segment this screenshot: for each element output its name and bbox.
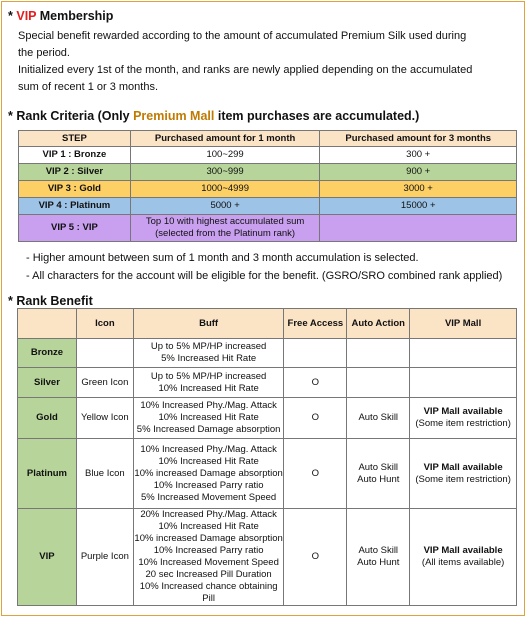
free-access-cell: O [284,439,347,509]
rank-cell: Bronze [18,339,77,368]
one-month-cell: 1000~4999 [130,181,320,198]
free-access-cell: O [284,398,347,439]
benefit-row-platinum [18,439,517,509]
criteria-row-platinum [19,198,517,215]
rank-cell: Platinum [18,439,77,509]
auto-action-cell [347,368,410,398]
buff-cell: 20% Increased Phy./Mag. Attack 10% Increased Hit Rate 10% increased Damage absorption 10% Increased Parry ratio 10% Increased Movement Speed 20 sec Increased Pill Duration 10% Increased chance obtaining Pill [134,509,283,604]
vip-mall-title: VIP Mall available [423,406,503,417]
three-months-cell [320,215,517,242]
criteria-title-pre: Rank Criteria (Only [16,109,130,123]
bullet: * [8,109,13,123]
buff-cell: Up to 5% MP/HP increased 10% Increased Hit Rate [133,368,284,398]
criteria-notes [26,249,502,285]
benefit-row-silver [18,368,517,398]
step-cell: VIP 5 : VIP [19,215,131,242]
note-line: - All characters for the account will be eligible for the benefit. (GSRO/SRO combined rank applied) [26,270,503,282]
bullet: * [8,294,13,308]
vip-mall-cell [410,439,517,509]
one-month-cell: 300~999 [130,164,320,181]
auto-action-cell: Auto Skill Auto Hunt [347,439,410,509]
header-icon: Icon [76,309,133,339]
header-one-month: Purchased amount for 1 month [130,131,320,147]
benefit-header-row [18,309,517,339]
criteria-row-gold [19,181,517,198]
bullet: * [8,9,13,23]
membership-heading [8,9,113,23]
benefit-row-bronze [18,339,517,368]
benefit-row-gold [18,398,517,439]
auto-action-cell [347,339,410,368]
icon-cell: Blue Icon [76,439,133,509]
rank-cell: Gold [18,398,77,439]
benefit-heading [8,294,93,308]
auto-action-cell: Auto Skill [347,398,410,439]
criteria-title-post: item purchases are accumulated.) [217,109,420,123]
benefit-row-vip [18,509,517,606]
one-month-cell: 100~299 [130,147,320,164]
vip-mall-cell [410,509,517,606]
vip-mall-note: (Some item restriction) [415,473,511,485]
buff-cell: Up to 5% MP/HP increased 5% Increased Hit Rate [133,339,284,368]
premium-mall-highlight: Premium Mall [133,109,215,123]
benefit-title: Rank Benefit [16,294,93,308]
benefit-table [17,308,517,606]
vip-mall-title: VIP Mall available [423,545,503,556]
three-months-cell: 900 + [320,164,517,181]
vip-mall-note: (All items available) [421,557,505,568]
criteria-header-row [19,131,517,147]
description-line: Initialized every 1st of the month, and ranks are newly applied depending on the accumulated [18,64,473,76]
criteria-row-bronze [19,147,517,164]
icon-cell [76,339,133,368]
auto-action-cell: Auto Skill Auto Hunt [347,509,410,606]
criteria-row-vip [19,215,517,242]
criteria-row-silver [19,164,517,181]
free-access-cell: O [284,509,347,606]
one-month-cell: Top 10 with highest accumulated sum (selected from the Platinum rank) [130,215,320,242]
rank-cell: VIP [18,509,77,606]
step-cell: VIP 3 : Gold [19,181,131,198]
three-months-cell: 15000 + [320,198,517,215]
criteria-table [18,130,517,242]
icon-cell: Yellow Icon [76,398,133,439]
icon-cell: Green Icon [76,368,133,398]
vip-mall-note: (Some item restriction) [415,418,511,429]
header-vip-mall: VIP Mall [410,309,517,339]
header-three-months: Purchased amount for 3 months [320,131,517,147]
vip-mall-cell [410,398,517,439]
header-step: STEP [19,131,131,147]
membership-description [18,28,472,96]
header-auto-action: Auto Action [347,309,410,339]
step-cell: VIP 4 : Platinum [19,198,131,215]
vip-mall-title: VIP Mall available [423,461,503,473]
header-buff: Buff [133,309,284,339]
step-cell: VIP 1 : Bronze [19,147,131,164]
buff-cell: 10% Increased Phy./Mag. Attack 10% Increased Hit Rate 10% increased Damage absorption 10% Increased Parry ratio 5% Increased Movement Speed [133,439,284,509]
free-access-cell [284,339,347,368]
step-cell: VIP 2 : Silver [19,164,131,181]
one-month-cell: 5000 + [130,198,320,215]
header-rank [18,309,77,339]
criteria-heading [8,109,419,123]
description-line: the period. [18,47,70,59]
rank-cell: Silver [18,368,77,398]
description-line: sum of recent 1 or 3 months. [18,81,159,93]
note-line: - Higher amount between sum of 1 month and 3 month accumulation is selected. [26,252,419,264]
three-months-cell: 3000 + [320,181,517,198]
vip-mall-cell [410,339,517,368]
icon-cell: Purple Icon [76,509,133,606]
buff-cell: 10% Increased Phy./Mag. Attack 10% Increased Hit Rate 5% Increased Damage absorption [133,398,284,439]
vip-word: VIP [16,9,37,23]
three-months-cell: 300 + [320,147,517,164]
free-access-cell: O [284,368,347,398]
header-free-access: Free Access [284,309,347,339]
description-line: Special benefit rewarded according to the amount of accumulated Premium Silk used during [18,30,467,42]
membership-word: Membership [39,9,114,23]
vip-mall-cell [410,368,517,398]
